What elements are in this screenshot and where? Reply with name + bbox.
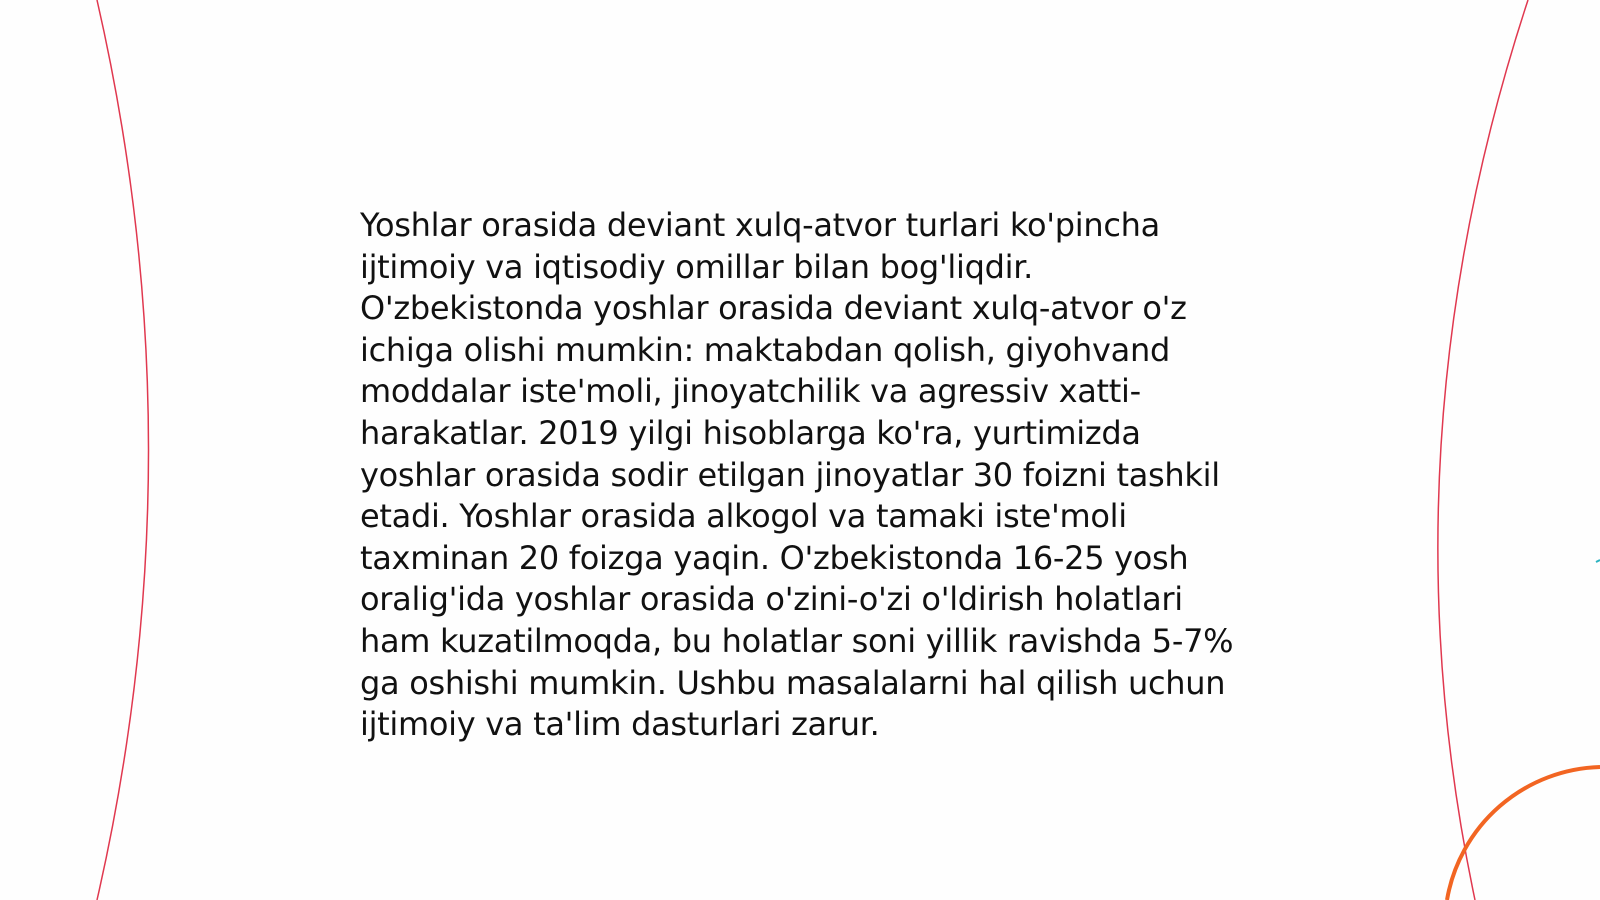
body-paragraph: Yoshlar orasida deviant xulq-atvor turlari ko'pincha ijtimoiy va iqtisodiy omillar bilan bog'liqdir. O'zbekistonda yoshlar orasida deviant xulq-atvor o'z ichiga olishi mumkin: maktabdan qolish, giyohvand moddalar iste'moli, jinoyatchilik va agressiv xatti-harakatlar. 2019 yilgi hisoblarga ko'ra, yurtimizda yoshlar orasida sodir etilgan jinoyatlar 30 foizni tashkil etadi. Yoshlar orasida alkogol va tamaki iste'moli taxminan 20 foizga yaqin. O'zbekistonda 16-25 yosh oralig'ida yoshlar orasida o'zini-o'zi o'ldirish holatlari ham kuzatilmoqda, bu holatlar soni yillik ravishda 5-7% ga oshishi mumkin. Ushbu masalalarni hal qilish uchun ijtimoiy va ta'lim dasturlari zarur. [360,206,1234,744]
left-curve-line [97,0,149,900]
right-curve-line [1438,0,1528,900]
teal-accent-mark [1596,560,1600,562]
orange-arc [1447,767,1600,900]
